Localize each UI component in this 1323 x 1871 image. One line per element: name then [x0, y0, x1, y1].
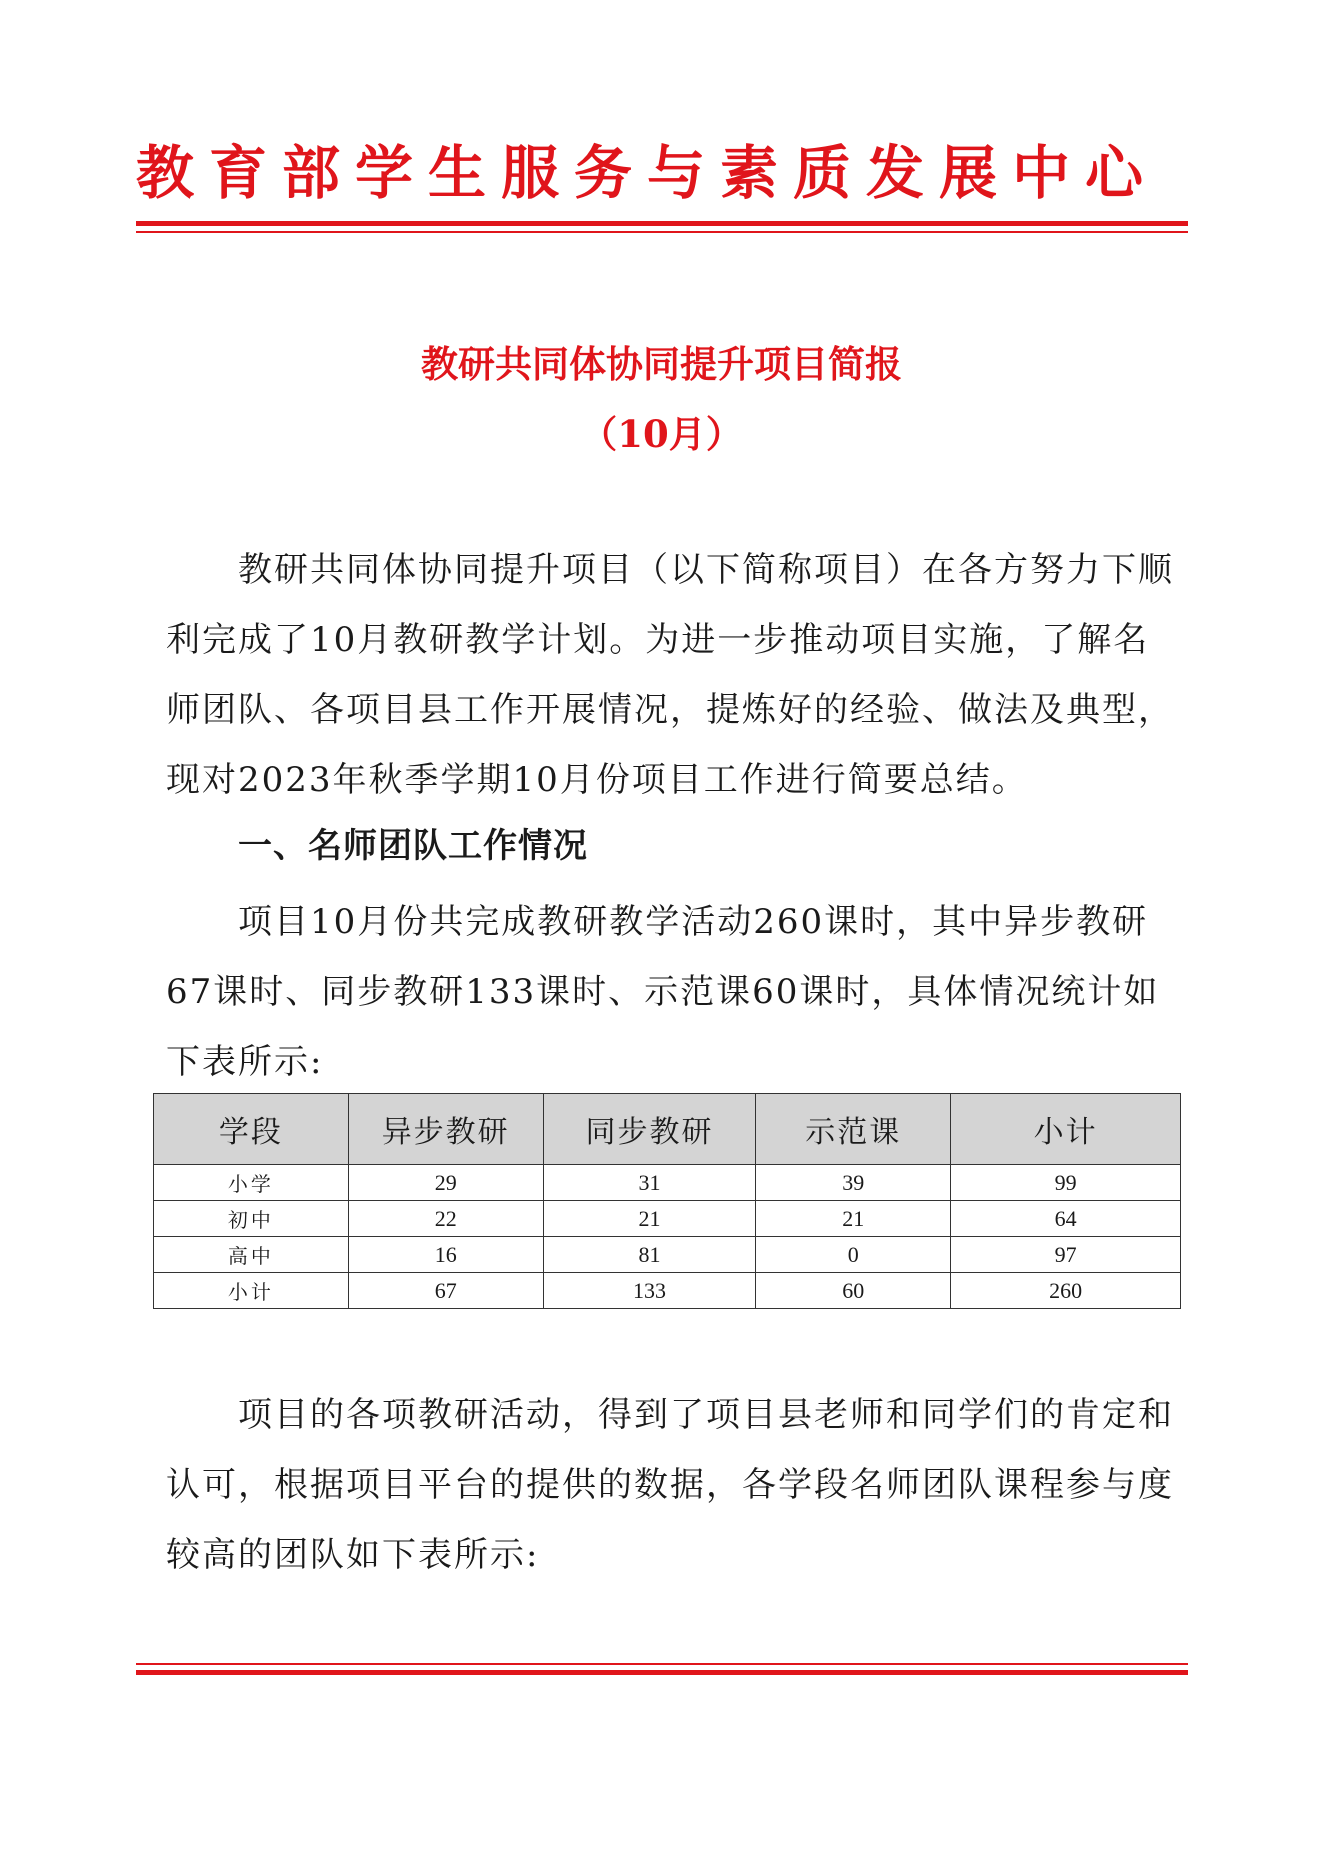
table-cell-stage: 初中 [154, 1201, 349, 1237]
footer-rule-thick [136, 1670, 1188, 1675]
section-line-2: 67课时、同步教研133课时、示范课60课时，具体情况统计如 [166, 972, 1160, 1012]
table-header-cell: 异步教研 [348, 1094, 543, 1165]
header-rule-thick [136, 221, 1188, 226]
table-cell-stage: 高中 [154, 1237, 349, 1273]
table-cell: 22 [348, 1201, 543, 1237]
table-cell: 0 [756, 1237, 951, 1273]
table-cell: 81 [543, 1237, 756, 1273]
header-rule-thin [136, 231, 1188, 233]
table-cell: 133 [543, 1273, 756, 1309]
document-title: 教研共同体协同提升项目简报 [421, 342, 902, 386]
table-cell: 39 [756, 1165, 951, 1201]
closing-paragraph [166, 1380, 1174, 1590]
document-subtitle: （10月） [580, 412, 743, 456]
table-cell: 260 [951, 1273, 1181, 1309]
closing-line-2: 认可，根据项目平台的提供的数据，各学段名师团队课程参与度 [166, 1465, 1174, 1505]
section-heading: 一、名师团队工作情况 [238, 826, 588, 866]
footer-rule-thin [136, 1663, 1188, 1665]
org-masthead: 教育部学生服务与素质发展中心 [136, 139, 1159, 207]
table-cell: 99 [951, 1165, 1181, 1201]
section-line-1: 项目10月份共完成教研教学活动260课时，其中异步教研 [238, 902, 1149, 942]
section-paragraph [166, 887, 1170, 1097]
teaching-stats-table [153, 1093, 1181, 1309]
closing-line-1: 项目的各项教研活动，得到了项目县老师和同学们的肯定和 [238, 1395, 1174, 1435]
table-cell-stage: 小学 [154, 1165, 349, 1201]
section-line-3: 下表所示: [166, 1042, 324, 1082]
table-row [154, 1165, 1181, 1201]
table-cell: 97 [951, 1237, 1181, 1273]
table-cell: 31 [543, 1165, 756, 1201]
table-row [154, 1237, 1181, 1273]
table-header-cell: 示范课 [756, 1094, 951, 1165]
table-header-cell: 小计 [951, 1094, 1181, 1165]
intro-line-2: 利完成了10月教研教学计划。为进一步推动项目实施，了解名 [166, 620, 1150, 660]
table-header-row [154, 1094, 1181, 1165]
table-cell: 16 [348, 1237, 543, 1273]
table-cell: 21 [543, 1201, 756, 1237]
table-cell: 29 [348, 1165, 543, 1201]
table-cell: 64 [951, 1201, 1181, 1237]
table-row-total [154, 1273, 1181, 1309]
table-cell: 21 [756, 1201, 951, 1237]
table-row [154, 1201, 1181, 1237]
intro-line-3: 师团队、各项目县工作开展情况，提炼好的经验、做法及典型， [166, 690, 1174, 730]
table-cell: 67 [348, 1273, 543, 1309]
closing-line-3: 较高的团队如下表所示: [166, 1535, 540, 1575]
table-cell-stage: 小计 [154, 1273, 349, 1309]
intro-line-4: 现对2023年秋季学期10月份项目工作进行简要总结。 [166, 760, 1028, 800]
intro-line-1: 教研共同体协同提升项目（以下简称项目）在各方努力下顺 [238, 550, 1174, 590]
table-header-cell: 同步教研 [543, 1094, 756, 1165]
table-cell: 60 [756, 1273, 951, 1309]
intro-paragraph [166, 535, 1174, 815]
table-header-cell: 学段 [154, 1094, 349, 1165]
